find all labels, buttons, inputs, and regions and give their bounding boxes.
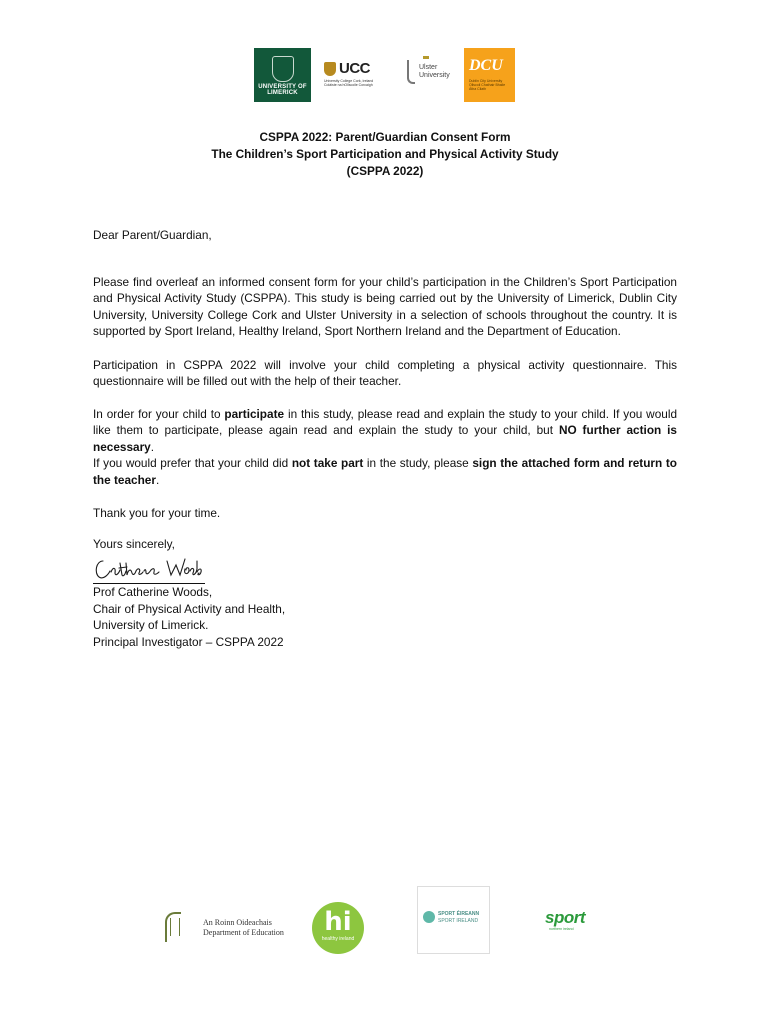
signer-organisation: University of Limerick.	[93, 618, 209, 632]
paragraph-participation: Participation in CSPPA 2022 will involve your child completing a physical activity questionnaire. This questionnaire will be filled out with the help of their teacher.	[93, 357, 677, 388]
title-line-2: The Children’s Sport Participation and Physical Activity Study	[211, 147, 559, 161]
sport-northern-ireland-logo	[545, 908, 593, 930]
sport-ireland-mark-icon	[423, 911, 435, 923]
form-title	[0, 129, 770, 180]
sport-ireland-english-text: SPORT IRELAND	[438, 918, 479, 924]
hi-logo-mark: hi	[324, 907, 352, 937]
para4-text-3: .	[155, 472, 160, 487]
para4-bold-1: not take part	[291, 456, 364, 470]
ulster-logo-name: Ulster University	[419, 64, 450, 79]
salutation: Dear Parent/Guardian,	[93, 228, 212, 242]
para4-text-1: If you would prefer that your child did	[93, 456, 292, 470]
para3-text-2: in this study, please read and explain the study to your child. If you would like them to participate, please again read and explain the study to your child, but	[93, 406, 678, 437]
dcu-logo-sub: Dublin City University Ollscoil Chathair Bhaile Átha Cliath	[469, 79, 506, 91]
doe-logo-irish-text: An Roinn Oideachais	[203, 918, 272, 927]
footer-logos	[165, 886, 605, 956]
ucc-logo	[324, 60, 380, 88]
paragraph-participate-instructions	[93, 406, 677, 456]
ucc-shield-icon	[324, 62, 336, 76]
para3-text-1: In order for your child to	[93, 406, 225, 421]
para3-bold-2: NO further action is necessary	[93, 423, 677, 454]
ul-crest-icon	[272, 56, 294, 82]
para3-bold-1: participate	[224, 406, 285, 421]
university-of-limerick-logo	[254, 48, 311, 102]
letter-body	[93, 227, 677, 650]
ulster-accent-icon	[423, 56, 429, 59]
signer-pi: Principal Investigator – CSPPA 2022	[93, 634, 284, 649]
sport-ni-logo-name: sport	[545, 908, 585, 927]
ucc-logo-name: UCC	[339, 60, 370, 77]
title-line-1: CSPPA 2022: Parent/Guardian Consent Form	[259, 130, 511, 144]
hi-logo-sub: healthy ireland	[321, 936, 355, 942]
para4-bold-2: sign the attached form and return to the teacher	[93, 456, 677, 487]
sport-ireland-irish-text: SPORT ÉIREANN	[438, 911, 480, 917]
doe-logo-english-text: Department of Education	[203, 928, 284, 937]
ucc-logo-sub: University College Cork, Ireland Coláiste na hOllscoile Corcaigh	[324, 79, 374, 87]
dcu-logo-name: DCU	[469, 57, 503, 74]
para3-text-3: .	[150, 439, 155, 454]
healthy-ireland-logo	[312, 902, 364, 954]
sport-ni-logo-sub: northern ireland	[549, 927, 574, 931]
closing-line: Yours sincerely,	[93, 536, 175, 551]
title-line-3: (CSPPA 2022)	[346, 164, 424, 178]
signer-name: Prof Catherine Woods,	[93, 585, 213, 599]
handwritten-signature	[93, 553, 205, 584]
header-logos	[254, 48, 524, 102]
dcu-logo	[464, 48, 515, 102]
paragraph-intro: Please find overleaf an informed consent form for your child’s participation in the Children’s Sport Participation and Physical Activity Study (CSPPA). This study is being carried out by the University of Limerick, Dublin City University, University College Cork and Ulster University in a selection of schools throughout the country. It is supported by Sport Ireland, Healthy Ireland, Sport Northern Ireland and the Department of Education.	[93, 274, 677, 338]
sport-ireland-logo	[417, 886, 490, 954]
department-of-education-logo	[165, 912, 290, 942]
ulster-university-logo	[407, 56, 457, 92]
harp-icon	[165, 912, 181, 942]
para4-text-2: in the study, please	[363, 456, 473, 470]
ul-logo-text: UNIVERSITY OF LIMERICK	[258, 84, 307, 96]
thanks-line: Thank you for your time.	[93, 506, 221, 520]
ulster-mark-icon	[407, 60, 415, 84]
signer-role: Chair of Physical Activity and Health,	[93, 601, 286, 616]
paragraph-opt-out-instructions	[93, 455, 677, 488]
